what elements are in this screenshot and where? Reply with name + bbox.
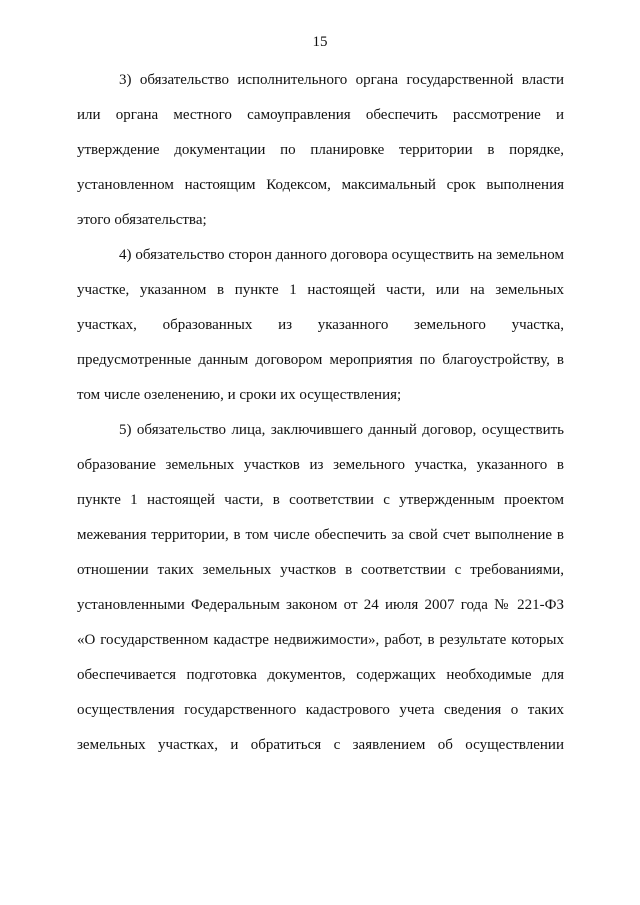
- text-line: этого обязательства;: [77, 212, 207, 228]
- text-line: участках, образованных из указанного земельного участка,: [77, 317, 564, 333]
- text-line: участке, указанном в пункте 1 настоящей части, или на земельных: [77, 282, 564, 298]
- text-line: утверждение документации по планировке территории в порядке,: [77, 142, 564, 158]
- text-line: пункте 1 настоящей части, в соответствии с утвержденным проектом: [77, 492, 564, 508]
- text-line: образование земельных участков из земельного участка, указанного в: [77, 457, 564, 473]
- text-line: установленными Федеральным законом от 24 июля 2007 года № 221-ФЗ: [77, 597, 564, 613]
- text-line: или органа местного самоуправления обеспечить рассмотрение и: [77, 107, 564, 123]
- text-line: земельных участках, и обратиться с заявлением об осуществлении: [77, 737, 564, 753]
- text-line: 4) обязательство сторон данного договора осуществить на земельном: [119, 247, 564, 263]
- text-line: 3) обязательство исполнительного органа государственной власти: [119, 72, 564, 88]
- page-number: 15: [312, 34, 328, 50]
- text-line: 5) обязательство лица, заключившего данный договор, осуществить: [119, 422, 564, 438]
- text-line: предусмотренные данным договором мероприятия по благоустройству, в: [77, 352, 564, 368]
- text-line: осуществления государственного кадастрового учета сведения о таких: [77, 702, 564, 718]
- text-line: установленном настоящим Кодексом, максимальный срок выполнения: [77, 177, 564, 193]
- text-line: том числе озеленению, и сроки их осуществления;: [77, 387, 402, 403]
- text-line: межевания территории, в том числе обеспечить за свой счет выполнение в: [77, 527, 564, 543]
- text-line: отношении таких земельных участков в соответствии с требованиями,: [77, 562, 564, 578]
- text-line: «О государственном кадастре недвижимости», работ, в результате которых: [77, 632, 564, 648]
- text-line: обеспечивается подготовка документов, содержащих необходимые для: [77, 667, 564, 683]
